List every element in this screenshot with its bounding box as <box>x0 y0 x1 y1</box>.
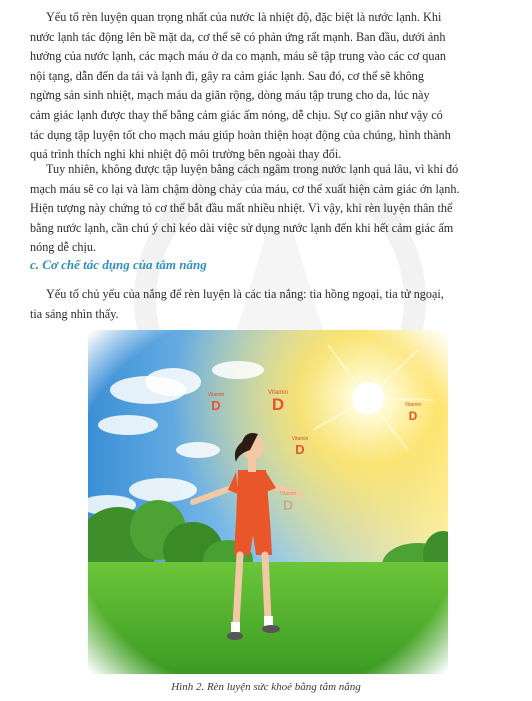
text-line: tác dụng tập luyện tốt cho mạch máu giúp hoàn thiện hoạt động của chúng, hình thành <box>30 127 451 142</box>
text-line: nóng dễ chịu. <box>30 240 97 255</box>
figure-caption: Hình 2. Rèn luyện sức khoẻ bằng tắm nắng <box>171 681 361 693</box>
text-line: nước lạnh tác động lên bề mặt da, cơ thể sẽ có phản ứng rất mạnh. Ban đầu, dưới ảnh <box>30 29 446 44</box>
text-line: Yếu tố rèn luyện quan trọng nhất của nước là nhiệt độ, đặc biệt là nước lạnh. Khi <box>46 10 442 24</box>
section-subheading: c. Cơ chế tác dụng của tắm nắng <box>30 257 207 272</box>
text-line: Hiện tượng này chứng tỏ cơ thể bắt đầu mất nhiều nhiệt. Vì vậy, khi rèn luyện thân thể <box>30 201 453 216</box>
text-line: tia sáng nhìn thấy. <box>30 306 119 321</box>
sunbathing-illustration <box>88 330 448 674</box>
text-line: Tuy nhiên, không được tập luyện bằng cách ngâm trong nước lạnh quá lâu, vì khi đó <box>46 162 459 176</box>
text-line: hưởng của nước lạnh, các mạch máu ở da co mạnh, máu sẽ tập trung vào các cơ quan <box>30 49 446 64</box>
text-line: ngừng sản sinh nhiệt, mạch máu da giãn rộng, dòng máu tập trung cho da, lúc này <box>30 88 430 103</box>
text-line: Yếu tố chủ yếu của nắng để rèn luyện là các tia nắng: tia hồng ngoại, tia tử ngoại, <box>46 287 444 301</box>
paragraph-caution <box>30 160 500 258</box>
text-line: bằng nước lạnh, cần chú ý chỉ kéo dài việc sử dụng nước lạnh đến khi hết cảm giác ấm <box>30 220 454 235</box>
text-line: cảm giác lạnh được thay thế bằng cảm giác ấm nóng, dễ chịu. Sự co giãn như vậy có <box>30 107 443 122</box>
text-line: nội tạng, dẫn đến da tái và lạnh đi, gây ra cảm giác lạnh. Sau đó, cơ thể sẽ không <box>30 68 424 83</box>
paragraph-sunlight <box>30 285 500 324</box>
text-line: quá trình thích nghi khi nhiệt độ môi trường bên ngoài thay đổi. <box>30 147 342 162</box>
text-line: mạch máu sẽ co lại và làm chậm dòng chảy của máu, cơ thể xuất hiện cảm giác ớn lạnh. <box>30 181 460 196</box>
vignette <box>88 330 448 674</box>
paragraph-cold-water <box>30 8 500 165</box>
